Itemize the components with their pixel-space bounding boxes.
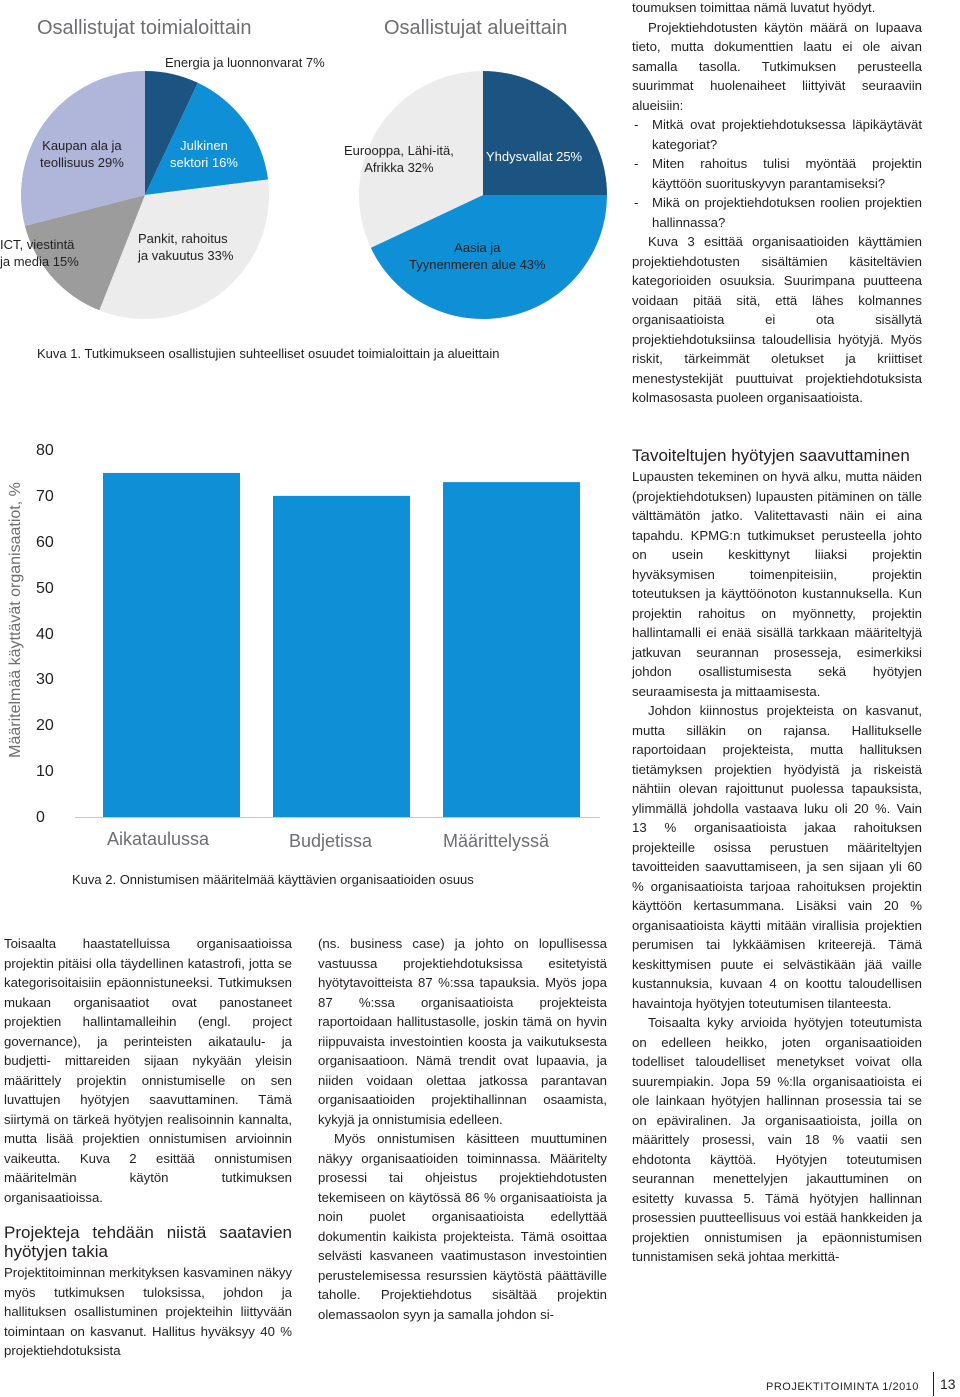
pie-region-title: Osallistujat alueittain: [384, 17, 568, 39]
col3-bullet-2: - Miten rahoitus tulisi myöntää projektin käyttöön suorituskyvyn parantamiseksi?: [632, 154, 922, 193]
col1-paragraph-1: Toisaalta haastatelluissa organisaatioissa projektin pitäisi olla täydellinen katastrofi, jotta se kategorisoitaisiin epäonnistuneeksi. Tutkimuksen mukaan organisaatiot ovat panostaneet projektien hallintamalleihin (engl. project governance), ja perinteisten aikataulu- ja budjetti- mittareiden sijaan nykyään yleisin määrittely projektin onnistumiselle on sen luvattujen hyötyjen saavuttaminen. Tämä siirtymä on tärkeä hyötyjen realisoinnin kannalta, mutta lisää projektien onnistumisen arvioinnin vaikeutta. Kuva 2 esittää onnistumisen määritelmän käytön tutkimuksen organisaatioissa.: [4, 936, 292, 1205]
col3-bullet-1: - Mitkä ovat projektiehdotuksessa läpikäytävät kategoriat?: [632, 115, 922, 154]
col2-paragraph-1: (ns. business case) ja johto on lopullisessa vastuussa projektiehdotuksissa esitetyistä hyötytavoitteista 87 %:ssa tapauksia. Myös jopa 87 %:ssa organisaatioista projekteista raportoidaan hallitustasolle, joskin tämä on hyvin riippuvaista investointien koosta ja vaikutuksesta organisaatioon. Nämä trendit ovat lupaavia, ja niiden voidaan olettaa jatkossa parantavan organisaatioiden projektihallinnan osaamista, kykyjä ja onnistumisia edelleen.: [318, 936, 607, 1127]
bar-chart-ylabel: Määritelmää käyttävät organisaatiot, %: [7, 482, 24, 758]
col3-bullet-3: - Mikä on projektiehdotuksen roolien projektien hallinnassa?: [632, 193, 922, 232]
pie-label-energy: Energia ja luonnonvarat 7%: [165, 55, 325, 70]
pie-label-usa: Yhdysvallat 25%: [486, 149, 583, 164]
y-tick-label: 10: [36, 763, 54, 781]
pie-label-europe: [344, 142, 454, 176]
y-tick-label: 70: [36, 487, 54, 505]
y-tick-label: 60: [36, 533, 54, 551]
col1-paragraph-2: Projektitoiminnan merkityksen kasvaminen näkyy myös tutkimuksen tuloksissa, johdon ja hallituksen osallistuminen projekteihin liittyvään toimintaan on kasvanut. Hallitus hyväksyy 40 % projektiehdotuksista: [4, 1265, 292, 1358]
col3-bullet-list: [632, 115, 922, 232]
pie-label-commerce-line1: Kaupan ala ja: [42, 138, 122, 153]
page-number: 13: [940, 1376, 956, 1392]
col3-paragraph-4: Lupausten tekeminen on hyvä alku, mutta näiden (projektiehdotuksen) lupausten pitäminen on tälle välttämätön jatko. Valitettavasti näin ei aina tapahdu. KPMG:n tutkimukset perusteella johto on usein keskittynyt liiaksi projektin hyväksymisen toimenpiteisiin, projektin toteutuksen ja käyttöönoton kustannuksella. Kun projektin rahoitus on myönnetty, projektin hallintamalli ei enää sisällä tarkkaan määriteltyjä jatkuvan seurannan prosesseja, esimerkiksi johdon osallistumisesta sekä hyötyjen seuraamisesta ja mittaamisesta.: [632, 469, 922, 699]
pie-label-public-line2: sektori 16%: [170, 155, 238, 170]
col3-paragraph-6: Toisaalta kyky arvioida hyötyjen toteutumista on edelleen heikko, joten organisaatioiden todelliset taloudelliset menetykset voivat olla suurempiakin. Jopa 59 %:lla organisaatioista ei ole lainkaan hyötyjen hallinnan prosessia tai se on epäviralinen. Ja organisaatioista, joilla on määrittely prosessi, vain 18 % vaatii sen ehdotonta käyttöä. Hyötyjen toteutumisen seurannan menettelyjen jakauttuminen on esitetty kuvassa 5. Tämä hyötyjen hallinnan prosessien puutteellisuus voi estää hankkeiden ja projektien onnistumisen ja epäonnistumisen tunnistamisen sekä johtaa merkittä-: [632, 1015, 922, 1264]
col3-paragraph-5: Johdon kiinnostus projekteista on kasvanut, mutta silläkin on rajansa. Hallitukselle raportoidaan projekteista, mutta hallituksen tietämyksen projektien hyödyistä ja riskeistä nähtiin olevan rajoittunut puolessa tapauksista, ylimmällä johdolla vastaava luku oli 20 %. Vain 13 % organisaatioista jakaa rahoituksen projekteille osissa perustuen määriteltyjen tavoitteiden saavuttamiseen, ja sen sijaan yli 60 % organisaatioista tarjoaa rahoituksen projektin käyttöön kertasummana. Lisäksi vain 20 % organisaatioista käytti mitään virallisia projektien perumisen tai lykkäämisen kriteerejä. Tämä keskittymisen puute ei selvästikään jää vaille kustannuksia, kuvaan 4 on koottu taloudellisen havaintoja hyötyjen toteutumisen tilanteesta.: [632, 703, 922, 1011]
pie-label-asia-line2: Tyynenmeren alue 43%: [409, 257, 546, 272]
bar-1: [103, 473, 240, 817]
pie-label-banks-line2: ja vakuutus 33%: [138, 248, 234, 263]
pie-label-asia-line1: Aasia ja: [454, 240, 501, 255]
figure1-caption: Kuva 1. Tutkimukseen osallistujien suhteelliset osuudet toimialoittain ja alueittain: [37, 346, 500, 361]
pie-slice-usa: [483, 71, 607, 195]
bar-chart: [0, 430, 600, 850]
pie-label-europe-line1: Eurooppa, Lähi-itä,: [344, 143, 454, 158]
pie-label-banks-line1: Pankit, rahoitus: [138, 231, 228, 246]
y-tick-label: 80: [36, 442, 54, 459]
pie-label-commerce-line2: teollisuus 29%: [40, 155, 124, 170]
y-tick-label: 50: [36, 579, 54, 597]
pie-industry-title: Osallistujat toimialoittain: [37, 17, 252, 39]
pie-label-ict: [0, 236, 79, 270]
bar-2: [273, 496, 410, 817]
pie-label-public: [170, 137, 238, 171]
pie-label-commerce: [40, 137, 124, 171]
figure2-caption: Kuva 2. Onnistumisen määritelmää käyttävien organisaatioiden osuus: [72, 872, 474, 887]
y-tick-label: 40: [36, 625, 54, 643]
y-tick-label: 0: [36, 809, 45, 826]
column-2: [318, 934, 607, 1324]
col3-paragraph-3: Kuva 3 esittää organisaatioiden käyttämien projektiehdotusten sisältämien käsiteltävien kategorioiden osuuksia. Suurimpana puutteena voidaan pitää sitä, että lähes kolmannes organisaatioista ei ota sisällytä projektiehdotuksiinsa taloudellisia hyötyjä. Myös riskit, tärkeimmät oletukset ja kriittiset menestystekijät puuttuivat projektiehdotuksista kolmasosasta puoleen organisaatioista.: [632, 234, 922, 405]
pie-label-banks: [138, 230, 233, 264]
col3-paragraph-2: Projektiehdotusten käytön määrä on lupaava tieto, mutta dokumenttien laatu ei ole aivan samalla tasolla. Tutkimuksen perusteella suurimmat huolenaiheet liittyivät seuraaviin alueisiin:: [632, 19, 922, 113]
column-1: [4, 934, 292, 1361]
footer-divider: [933, 1372, 934, 1396]
column-3-top: [632, 0, 922, 408]
x-category-label: Budjetissa: [289, 831, 373, 851]
x-category-label: Aikataulussa: [107, 829, 210, 849]
col2-paragraph-2: Myös onnistumisen käsitteen muuttuminen näkyy organisaatioiden toiminnassa. Määritelty prosessi tai ohjeistus projektiehdotusten tekemiseen on käytössä 86 % organisaatioista ja noin puolet organisaatioista edellyttää dokumentin kaikista projekteista. Tämä osoittaa selvästi kasvaneen vaatimustason investointien perustelemisessa resurssien käytöstä päättäville taholle. Projektiehdotus sisältää projektin olemassaolon syyn ja samalla johdon si-: [318, 1131, 607, 1322]
col1-heading: Projekteja tehdään niistä saatavien hyötyjen takia: [4, 1223, 292, 1261]
x-category-label: Määrittelyssä: [443, 831, 550, 851]
col3-heading: Tavoiteltujen hyötyjen saavuttaminen: [632, 446, 910, 465]
pie-label-europe-line2: Afrikka 32%: [364, 160, 434, 175]
pie-label-ict-line1: ICT, viestintä: [0, 237, 75, 252]
pie-label-ict-line2: ja media 15%: [0, 254, 79, 269]
y-tick-label: 20: [36, 717, 54, 735]
pie-label-asia: [409, 239, 546, 273]
footer-publication: PROJEKTITOIMINTA 1/2010: [766, 1381, 919, 1393]
column-3-bottom: [632, 446, 922, 1267]
pie-label-public-line1: Julkinen: [180, 138, 228, 153]
col3-paragraph-1: toumuksen toimittaa nämä luvatut hyödyt.: [632, 0, 876, 15]
y-tick-label: 30: [36, 671, 54, 689]
bar-3: [443, 482, 580, 817]
